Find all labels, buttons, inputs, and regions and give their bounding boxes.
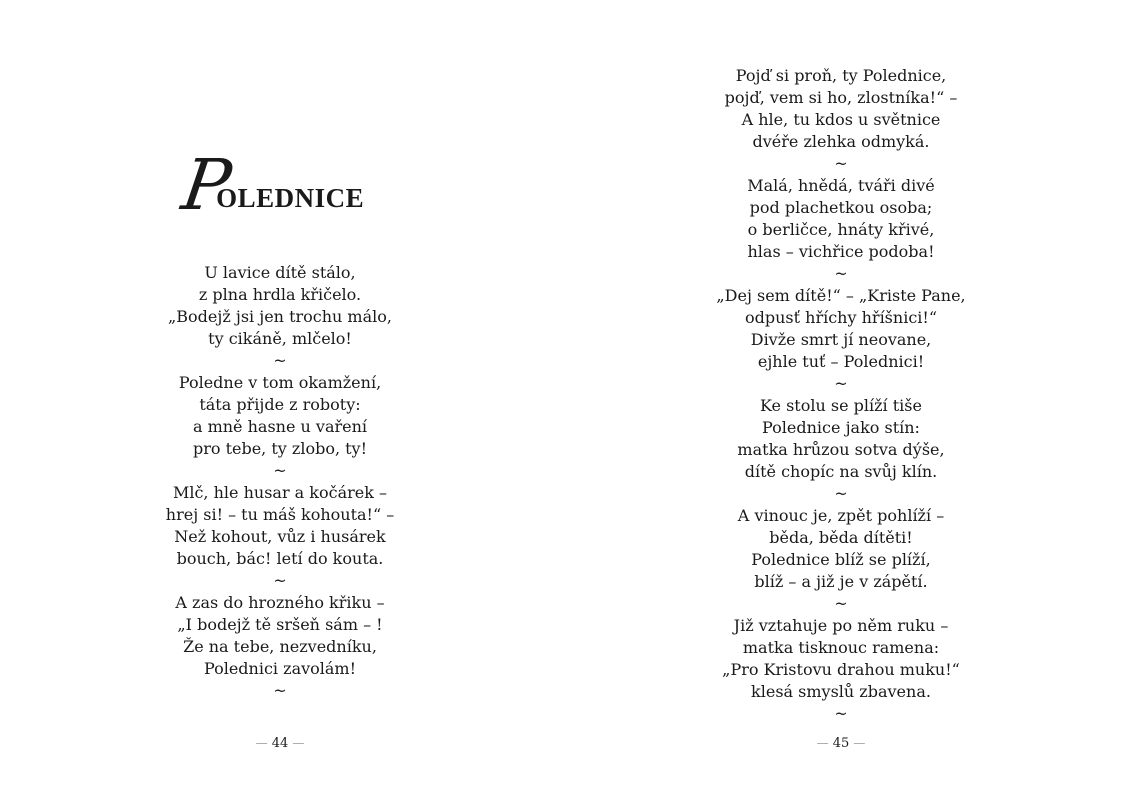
verse-line: běda, běda dítěti! (769, 528, 913, 547)
title-rest: OLEDNICE (216, 183, 365, 213)
verse-line: ejhle tuť – Polednici! (757, 352, 925, 371)
title-initial: P (177, 144, 236, 226)
verse-line: A hle, tu kdos u světnice (741, 110, 941, 129)
poem-text-right (671, 65, 1011, 725)
left-page (0, 0, 560, 800)
verse-line: pod plachetkou osoba; (749, 198, 933, 217)
folio-dash: — (255, 736, 268, 750)
verse-line: Polednice jako stín: (762, 418, 920, 437)
stanza-separator: ~ (273, 681, 287, 700)
verse-line: z plna hrdla křičelo. (198, 285, 362, 304)
stanza-separator: ~ (834, 484, 848, 503)
verse-line: „Bodejž jsi jen trochu málo, (168, 307, 392, 326)
verse-line: A zas do hrozného křiku – (175, 593, 385, 612)
stanza-separator: ~ (273, 351, 287, 370)
verse-line: Pojď si proň, ty Polednice, (735, 66, 947, 85)
verse-line: matka tisknouc ramena: (742, 638, 940, 657)
verse-line: pro tebe, ty zlobo, ty! (192, 439, 368, 458)
verse-line: dvéře zlehka odmyká. (752, 132, 930, 151)
verse-line: hrej si! – tu máš kohouta!“ – (165, 505, 395, 524)
poem-title (177, 144, 365, 230)
verse-line: Než kohout, vůz i husárek (174, 527, 386, 546)
verse-line: klesá smyslů zbavena. (751, 682, 931, 701)
page-number-left (230, 736, 330, 751)
stanza-separator: ~ (273, 461, 287, 480)
verse-line: Ke stolu se plíží tiše (760, 396, 922, 415)
right-page (561, 0, 1121, 800)
verse-line: „Dej sem dítě!“ – „Kriste Pane, (716, 286, 966, 305)
page-number: 44 (271, 736, 289, 751)
verse-line: dítě chopíc na svůj klín. (744, 462, 938, 481)
verse-line: Mlč, hle husar a kočárek – (172, 483, 388, 502)
verse-line: Poledne v tom okamžení, (178, 373, 382, 392)
verse-line: Polednici zavolám! (203, 659, 357, 678)
page-number-right (791, 736, 891, 751)
stanza-separator: ~ (834, 594, 848, 613)
stanza-separator: ~ (834, 704, 848, 723)
verse-line: táta přijde z roboty: (199, 395, 361, 414)
verse-line: A vinouc je, zpět pohlíží – (737, 506, 945, 525)
page-number: 45 (832, 736, 850, 751)
verse-line: odpusť hříchy hříšnici!“ (745, 308, 937, 327)
verse-line: U lavice dítě stálo, (204, 263, 356, 282)
folio-dash: — (816, 736, 829, 750)
verse-line: Malá, hnědá, tváři divé (747, 176, 935, 195)
poem-text-left (110, 262, 450, 702)
verse-line: o berličce, hnáty křivé, (747, 220, 935, 239)
verse-line: Polednice blíž se plíží, (751, 550, 931, 569)
verse-line: a mně hasne u vaření (192, 417, 368, 436)
verse-line: blíž – a již je v zápětí. (754, 572, 928, 591)
verse-line: pojď, vem si ho, zlostníka!“ – (724, 88, 958, 107)
verse-line: bouch, bác! letí do kouta. (176, 549, 384, 568)
verse-line: Divže smrt jí neovane, (750, 330, 932, 349)
verse-line: ty cikáně, mlčelo! (208, 329, 352, 348)
stanza-separator: ~ (834, 264, 848, 283)
folio-dash: — (292, 736, 305, 750)
folio-dash: — (853, 736, 866, 750)
stanza-separator: ~ (834, 374, 848, 393)
stanza-separator: ~ (834, 154, 848, 173)
verse-line: „Pro Kristovu drahou muku!“ (722, 660, 960, 679)
verse-line: hlas – vichřice podoba! (747, 242, 935, 261)
verse-line: „I bodejž tě sršeň sám – ! (177, 615, 383, 634)
verse-line: matka hrůzou sotva dýše, (737, 440, 945, 459)
stanza-separator: ~ (273, 571, 287, 590)
verse-line: Že na tebe, nezvedníku, (183, 637, 377, 656)
verse-line: Již vztahuje po něm ruku – (733, 616, 949, 635)
